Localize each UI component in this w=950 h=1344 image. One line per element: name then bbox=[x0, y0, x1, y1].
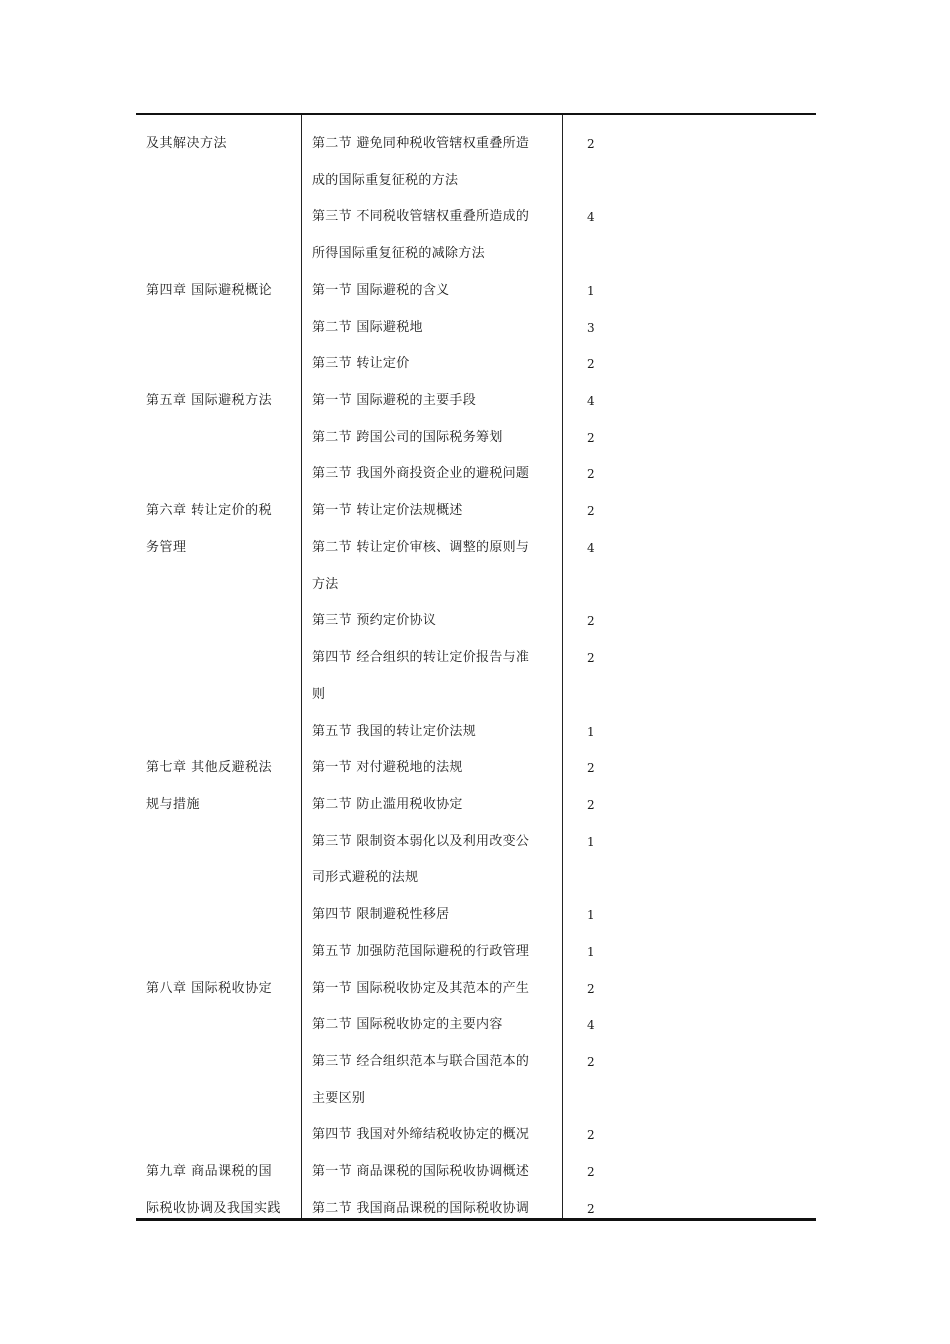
hours-cell: 2 bbox=[587, 614, 595, 628]
section-cell: 第一节 转让定价法规概述 bbox=[312, 503, 463, 518]
section-cell: 第五节 加强防范国际避税的行政管理 bbox=[312, 944, 530, 959]
section-cell: 第二节 跨国公司的国际税务筹划 bbox=[312, 430, 503, 445]
section-cell: 第三节 转让定价 bbox=[312, 356, 410, 371]
section-cell: 第二节 国际税收协定的主要内容 bbox=[312, 1017, 503, 1032]
section-cell: 第一节 国际避税的主要手段 bbox=[312, 393, 477, 408]
section-cell: 第一节 国际避税的含义 bbox=[312, 283, 450, 298]
hours-cell: 2 bbox=[587, 1055, 595, 1069]
hours-cell: 2 bbox=[587, 1165, 595, 1179]
hours-cell: 2 bbox=[587, 467, 595, 481]
section-cell: 方法 bbox=[312, 577, 339, 592]
chapter-cell: 第四章 国际避税概论 bbox=[146, 283, 273, 298]
chapter-cell: 规与措施 bbox=[146, 797, 201, 812]
hours-cell: 1 bbox=[587, 284, 595, 298]
section-cell: 第一节 国际税收协定及其范本的产生 bbox=[312, 981, 530, 996]
section-cell: 第二节 国际避税地 bbox=[312, 320, 423, 335]
section-cell: 第二节 防止滥用税收协定 bbox=[312, 797, 463, 812]
chapter-cell: 务管理 bbox=[146, 540, 187, 555]
section-cell: 第四节 我国对外缔结税收协定的概况 bbox=[312, 1127, 530, 1142]
hours-cell: 2 bbox=[587, 982, 595, 996]
section-cell: 第四节 限制避税性移居 bbox=[312, 907, 450, 922]
chapter-cell: 第九章 商品课税的国 bbox=[146, 1164, 273, 1179]
hours-cell: 2 bbox=[587, 1128, 595, 1142]
hours-cell: 2 bbox=[587, 137, 595, 151]
column-divider-section bbox=[562, 115, 563, 1218]
section-cell: 第三节 我国外商投资企业的避税问题 bbox=[312, 466, 530, 481]
hours-cell: 1 bbox=[587, 725, 595, 739]
hours-cell: 1 bbox=[587, 945, 595, 959]
table-top-rule bbox=[136, 113, 816, 115]
hours-cell: 2 bbox=[587, 761, 595, 775]
section-cell: 所得国际重复征税的减除方法 bbox=[312, 246, 485, 261]
section-cell: 第五节 我国的转让定价法规 bbox=[312, 724, 477, 739]
hours-cell: 2 bbox=[587, 1202, 595, 1216]
section-cell: 司形式避税的法规 bbox=[312, 870, 419, 885]
chapter-cell: 际税收协调及我国实践 bbox=[146, 1201, 282, 1216]
section-cell: 主要区别 bbox=[312, 1091, 366, 1106]
hours-cell: 2 bbox=[587, 357, 595, 371]
column-divider-chapter bbox=[301, 115, 302, 1218]
section-cell: 第二节 转让定价审核、调整的原则与 bbox=[312, 540, 530, 555]
section-cell: 第三节 限制资本弱化以及利用改变公 bbox=[312, 834, 530, 849]
hours-cell: 2 bbox=[587, 504, 595, 518]
section-cell: 第一节 对付避税地的法规 bbox=[312, 760, 463, 775]
section-cell: 第二节 避免同种税收管辖权重叠所造 bbox=[312, 136, 530, 151]
section-cell: 第三节 预约定价协议 bbox=[312, 613, 437, 628]
hours-cell: 2 bbox=[587, 431, 595, 445]
hours-cell: 4 bbox=[587, 541, 595, 555]
chapter-cell: 及其解决方法 bbox=[146, 136, 228, 151]
course-schedule-table bbox=[136, 113, 816, 1221]
chapter-cell: 第八章 国际税收协定 bbox=[146, 981, 273, 996]
section-cell: 第四节 经合组织的转让定价报告与准 bbox=[312, 650, 530, 665]
section-cell: 则 bbox=[312, 687, 326, 702]
hours-cell: 4 bbox=[587, 394, 595, 408]
hours-cell: 3 bbox=[587, 321, 595, 335]
hours-cell: 4 bbox=[587, 210, 595, 224]
section-cell: 第二节 我国商品课税的国际税收协调 bbox=[312, 1201, 530, 1216]
chapter-cell: 第六章 转让定价的税 bbox=[146, 503, 273, 518]
section-cell: 成的国际重复征税的方法 bbox=[312, 173, 459, 188]
hours-cell: 2 bbox=[587, 651, 595, 665]
section-cell: 第一节 商品课税的国际税收协调概述 bbox=[312, 1164, 530, 1179]
hours-cell: 1 bbox=[587, 908, 595, 922]
section-cell: 第三节 经合组织范本与联合国范本的 bbox=[312, 1054, 530, 1069]
hours-cell: 4 bbox=[587, 1018, 595, 1032]
chapter-cell: 第五章 国际避税方法 bbox=[146, 393, 273, 408]
chapter-cell: 第七章 其他反避税法 bbox=[146, 760, 273, 775]
hours-cell: 2 bbox=[587, 798, 595, 812]
hours-cell: 1 bbox=[587, 835, 595, 849]
section-cell: 第三节 不同税收管辖权重叠所造成的 bbox=[312, 209, 530, 224]
table-bottom-rule bbox=[136, 1218, 816, 1221]
